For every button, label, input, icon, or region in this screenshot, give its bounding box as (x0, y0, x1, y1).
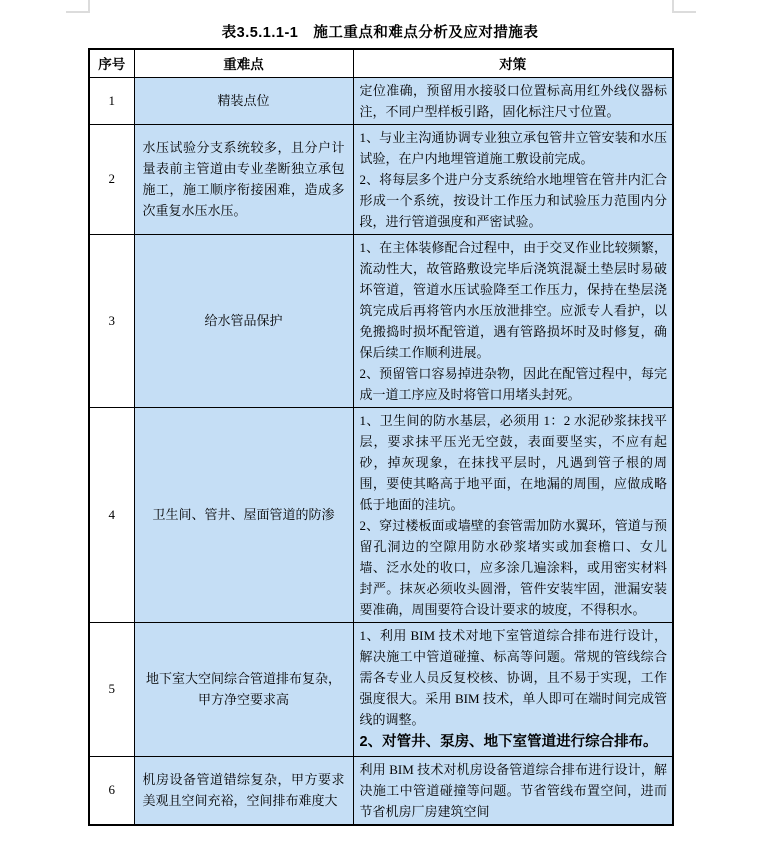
countermeasure-paragraph: 2、穿过楼板面或墙壁的套管需加防水翼环，管道与预留孔洞边的空隙用防水砂浆堵实或加套檐口、女儿墙、泛水处的收口，应多涂几遍涂料，或用密实材料封严。抹灰必须收头圆滑，管件安装牢固，泄漏安装要准确，周围要符合设计要求的坡度，不得积水。 (359, 517, 667, 617)
countermeasure-cell (353, 234, 673, 407)
table-row (89, 407, 673, 622)
countermeasure-paragraph: 2、预留管口容易掉进杂物，因此在配管过程中，每完成一道工序应及时将管口用堵头封死。 (359, 365, 667, 402)
header-difficulty: 重难点 (134, 49, 353, 77)
table-header-row (89, 49, 673, 77)
table-row (89, 622, 673, 756)
analysis-table (88, 48, 674, 826)
countermeasure-paragraph: 利用 BIM 技术对机房设备管道综合排布进行设计，解决施工中管道碰撞等问题。节省管线布置空间，进而节省机房厂房建筑空间 (359, 761, 667, 819)
table-row (89, 756, 673, 825)
row-number-cell: 1 (89, 77, 134, 124)
countermeasure-paragraph: 1、在主体装修配合过程中，由于交叉作业比较频繁，流动性大，故管路敷设完毕后浇筑混凝土垫层时易破坏管道，管道水压试验降至工作压力，保持在垫层浇筑完成后再将管内水压放泄排空。应派专人看护，以免搬捣时损坏配管道，遇有管路损坏时及时修复，确保后续工作顺利进展。 (359, 239, 667, 360)
difficulty-cell: 地下室大空间综合管道排布复杂，甲方净空要求高 (134, 622, 353, 756)
countermeasure-paragraph-emphasis: 2、对管井、泵房、地下室管道进行综合排布。 (359, 733, 658, 750)
row-number-cell: 3 (89, 234, 134, 407)
row-number-cell: 5 (89, 622, 134, 756)
margin-crop-mark-right-icon (672, 0, 696, 13)
difficulty-cell: 机房设备管道错综复杂，甲方要求美观且空间充裕，空间排布难度大 (134, 756, 353, 825)
row-number-cell: 2 (89, 124, 134, 234)
table-row (89, 124, 673, 234)
countermeasure-cell (353, 756, 673, 825)
difficulty-cell: 精装点位 (134, 77, 353, 124)
difficulty-cell: 给水管品保护 (134, 234, 353, 407)
countermeasure-paragraph: 1、与业主沟通协调专业独立承包管井立管安装和水压试验，在户内地埋管道施工敷设前完成。 (359, 129, 667, 166)
header-no: 序号 (89, 49, 134, 77)
row-number-cell: 6 (89, 756, 134, 825)
table-row (89, 77, 673, 124)
countermeasure-cell (353, 622, 673, 756)
countermeasure-cell (353, 407, 673, 622)
table-row (89, 234, 673, 407)
countermeasure-paragraph: 定位准确，预留用水接驳口位置标高用红外线仪器标注，不同户型样板引路，固化标注尺寸位置。 (359, 82, 667, 119)
difficulty-cell: 水压试验分支系统较多，且分户计量表前主管道由专业垄断独立承包施工，施工顺序衔接困难，造成多次重复水压水压。 (134, 124, 353, 234)
countermeasure-paragraph: 1、卫生间的防水基层，必须用 1：2 水泥砂浆抹找平层，要求抹平压光无空鼓，表面要坚实，不应有起砂，掉灰现象，在抹找平层时，凡遇到管子根的周围，要使其略高于地平面，在地漏的周围，应做成略低于地面的洼坑。 (359, 412, 667, 512)
countermeasure-paragraph: 1、利用 BIM 技术对地下室管道综合排布进行设计，解决施工中管道碰撞、标高等问题。常规的管线综合需各专业人员反复校核、协调，且不易于实现，工作强度很大。采用 BIM 技术，单人即可在端时间完成管线的调整。 (359, 627, 667, 727)
header-countermeasure: 对策 (353, 49, 673, 77)
margin-crop-mark-left-icon (66, 0, 90, 13)
countermeasure-cell (353, 124, 673, 234)
row-number-cell: 4 (89, 407, 134, 622)
countermeasure-cell (353, 77, 673, 124)
table-title: 表3.5.1.1-1 施工重点和难点分析及应对措施表 (221, 25, 539, 41)
difficulty-cell: 卫生间、管井、屋面管道的防渗 (134, 407, 353, 622)
countermeasure-paragraph: 2、将每层多个进户分支系统给水地埋管在管井内汇合形成一个系统，按设计工作压力和试验压力范围内分段，进行管道强度和严密试验。 (359, 171, 667, 229)
